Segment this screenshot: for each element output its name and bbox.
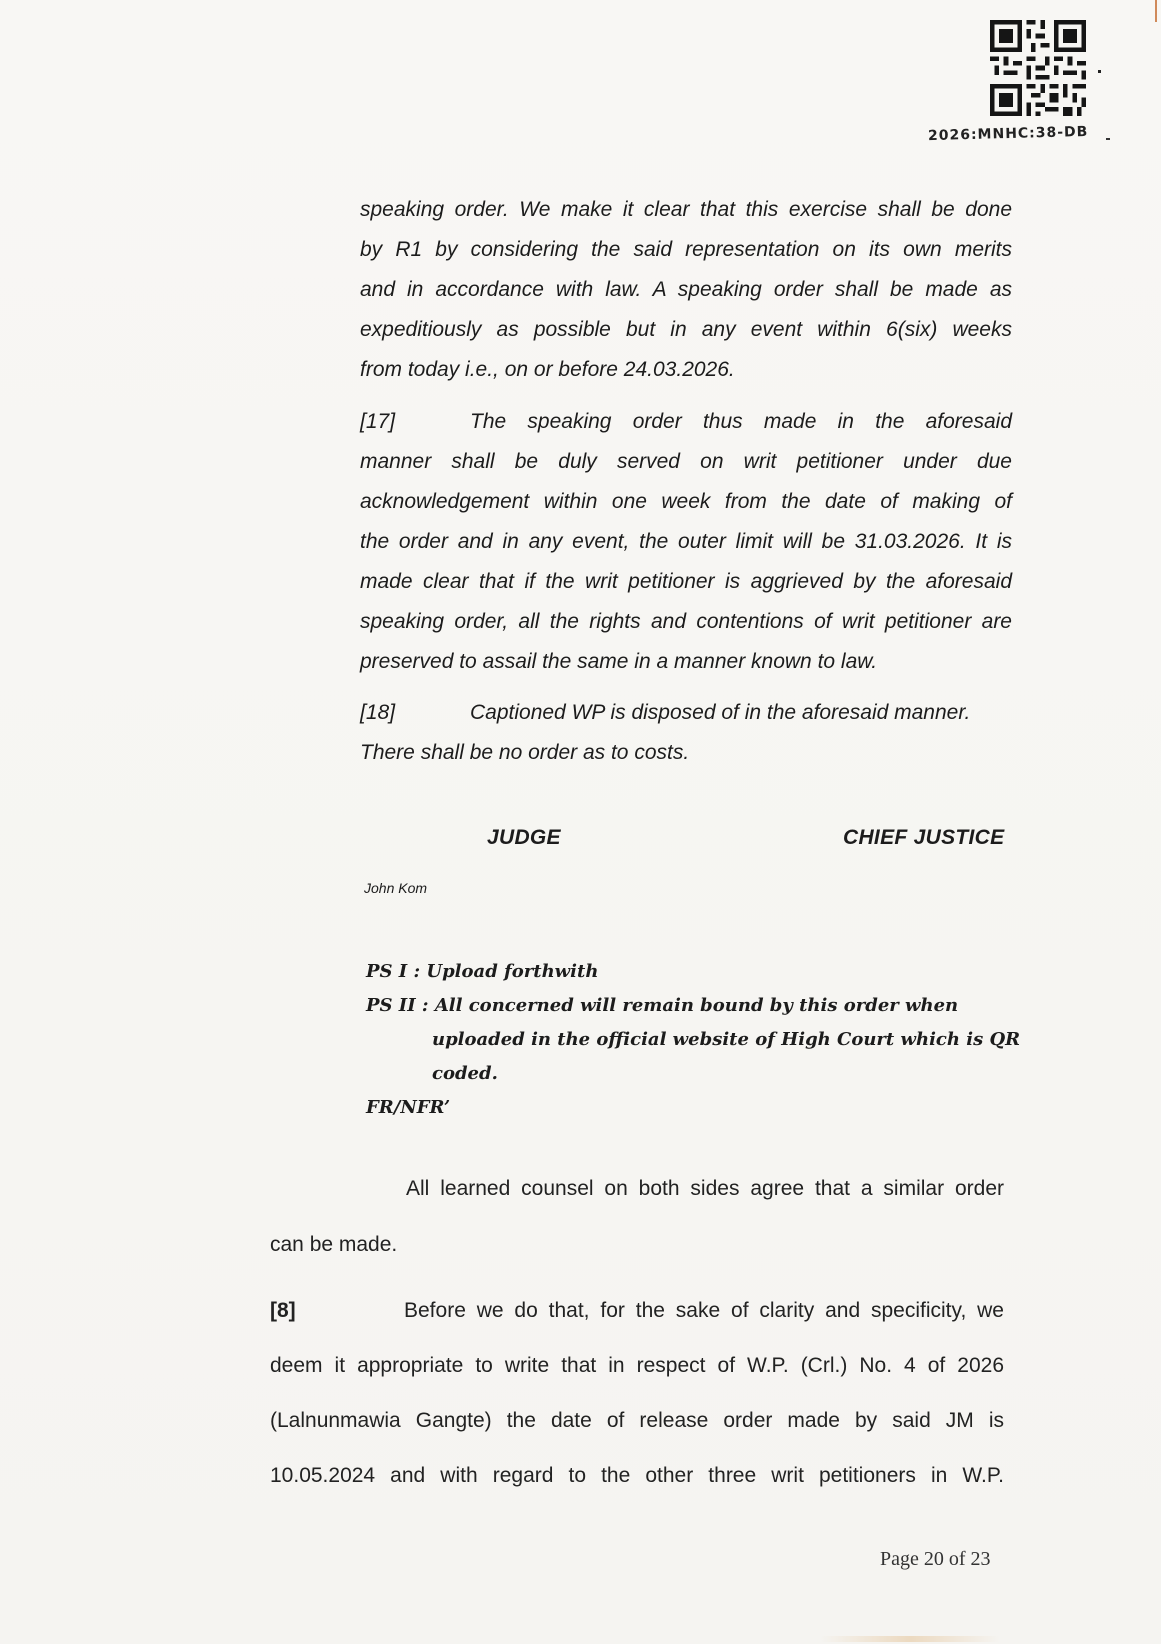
order-line: and in accordance with law. A speaking order shall be made as — [360, 278, 1012, 301]
scan-speck — [1098, 70, 1101, 73]
paragraph-8-first-line — [270, 1297, 1004, 1325]
paragraph-number: [8] — [270, 1299, 296, 1322]
body-line: can be made. — [270, 1233, 398, 1256]
body-line: All learned counsel on both sides agree that a similar order — [406, 1177, 1004, 1200]
ps-two: PS II : All concerned will remain bound by this order when — [366, 995, 959, 1016]
fr-nfr-marker: FR/NFR’ — [366, 1097, 451, 1118]
order-line: the order and in any event, the outer limit will be 31.03.2026. It is — [360, 530, 1012, 553]
scan-mark — [1106, 138, 1110, 140]
chief-justice-signature-label: CHIEF JUSTICE — [843, 826, 1005, 849]
order-line: preserved to assail the same in a manner known to law. — [360, 650, 878, 673]
order-line: made clear that if the writ petitioner is aggrieved by the aforesaid — [360, 570, 1012, 593]
body-line: deem it appropriate to write that in respect of W.P. (Crl.) No. 4 of 2026 — [270, 1354, 1004, 1377]
order-line: from today i.e., on or before 24.03.2026. — [360, 358, 735, 381]
body-line: 10.05.2024 and with regard to the other three writ petitioners in W.P. — [270, 1464, 1004, 1487]
order-line: expeditiously as possible but in any event within 6(six) weeks — [360, 318, 1012, 341]
order-line: acknowledgement within one week from the date of making of — [360, 490, 1012, 513]
scan-edge-mark — [1155, 0, 1157, 22]
ps-one: PS I : Upload forthwith — [366, 961, 599, 982]
order-line: manner shall be duly served on writ petitioner under due — [360, 450, 1012, 473]
judge-signature-label: JUDGE — [487, 826, 561, 849]
order-line: speaking order. We make it clear that this exercise shall be done — [360, 198, 1012, 221]
paragraph-18-first-line — [360, 700, 1012, 726]
body-line: Before we do that, for the sake of clarity and specificity, we — [404, 1299, 1004, 1322]
ps-two-continued: coded. — [432, 1063, 498, 1084]
body-line: (Lalnunmawia Gangte) the date of release order made by said JM is — [270, 1409, 1004, 1432]
order-line: There shall be no order as to costs. — [360, 741, 690, 764]
page-number: Page 20 of 23 — [880, 1548, 991, 1570]
order-line: by R1 by considering the said representation on its own merits — [360, 238, 1012, 261]
paragraph-17-first-line — [360, 409, 1012, 435]
order-line: The speaking order thus made in the aforesaid — [470, 410, 1012, 433]
order-line: speaking order, all the rights and contentions of writ petitioner are — [360, 610, 1012, 633]
ps-two-continued: uploaded in the official website of High Court which is QR — [432, 1029, 1021, 1050]
paragraph-number: [18] — [360, 701, 396, 724]
paragraph-number: [17] — [360, 410, 396, 433]
typist-initials: John Kom — [364, 880, 428, 896]
neutral-citation: 2026:MNHC:38-DB — [927, 123, 1089, 145]
scan-smudge — [820, 1636, 1000, 1642]
qr-code-icon — [990, 20, 1086, 116]
order-line: Captioned WP is disposed of in the aforesaid manner. — [470, 701, 971, 724]
